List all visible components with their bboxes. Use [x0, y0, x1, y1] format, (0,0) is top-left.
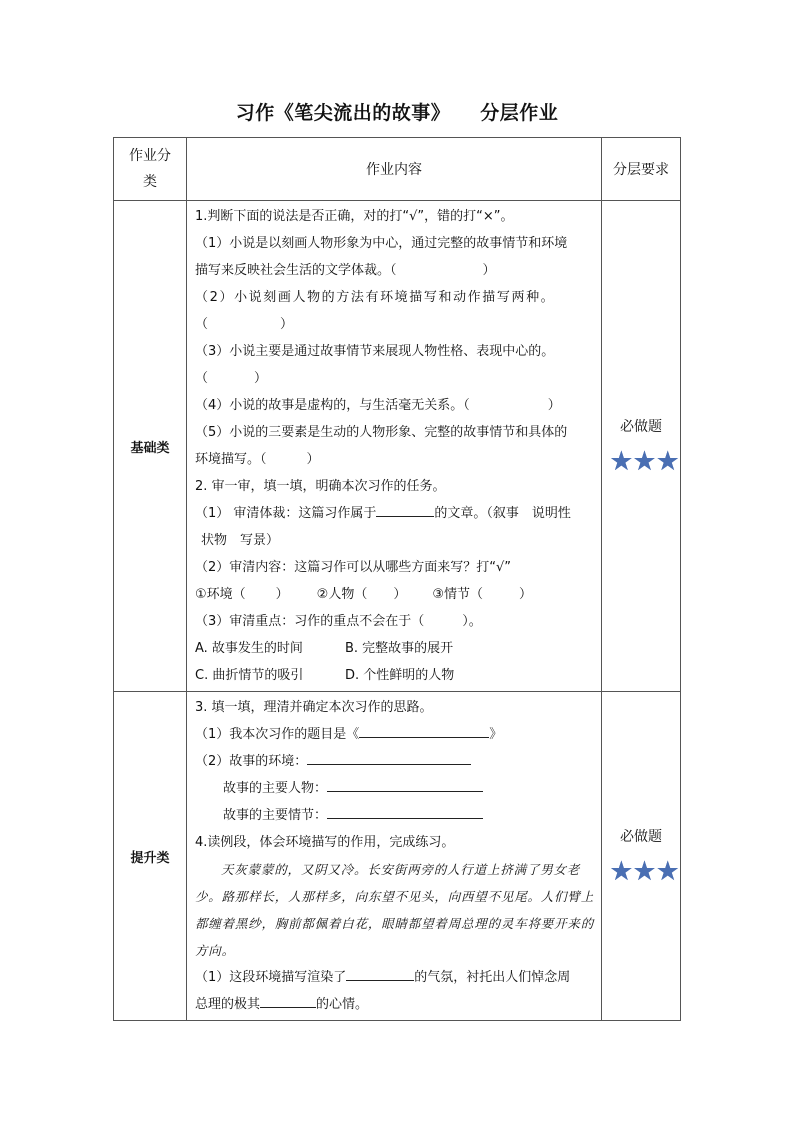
plot-blank[interactable] [327, 803, 483, 819]
q1-3-answer: （ ） [195, 371, 268, 386]
setting-blank[interactable] [307, 749, 471, 765]
requirement-basic [602, 201, 681, 692]
requirement-advanced [602, 692, 681, 1021]
q1-5-line1: （5）小说的三要素是生动的人物形象、完整的故事情节和具体的 [195, 425, 568, 440]
q1-1-line2: 描写来反映社会生活的文学体裁。（ ） [195, 263, 496, 278]
q3-title: 3. 填一填，理清并确定本次习作的思路。 [195, 700, 433, 715]
q2-1-line1: （1） 审清体裁：这篇习作属于 的文章。（叙事 说明性 [195, 500, 595, 527]
q1-3-line1: （3）小说主要是通过故事情节来展现人物性格、表现中心的。 [195, 344, 555, 359]
q2-3-options-ab: A. 故事发生的时间 B. 完整故事的展开 [195, 641, 454, 656]
q3-1: （1）我本次习作的题目是《 》 [195, 721, 595, 748]
q4-1-line2: 总理的极其 的心情。 [195, 991, 595, 1018]
header-category: 作业分 类 [114, 138, 187, 201]
required-label: 必做题 [620, 418, 662, 435]
q1-title: 1.判断下面的说法是否正确，对的打“√”，错的打“×”。 [195, 209, 514, 224]
three-star-rating: ★★★ [609, 855, 679, 887]
q3-2: （2）故事的环境： [195, 748, 595, 775]
header-row [114, 138, 681, 201]
header-requirement: 分层要求 [602, 138, 681, 201]
page-title [0, 98, 794, 125]
content-advanced [187, 692, 602, 1021]
category-advanced: 提升类 [114, 692, 187, 1021]
category-basic: 基础类 [114, 201, 187, 692]
q2-title: 2. 审一审，填一填，明确本次习作的任务。 [195, 479, 446, 494]
header-content: 作业内容 [187, 138, 602, 201]
genre-blank[interactable] [376, 501, 434, 517]
q1-1-line1: （1）小说是以刻画人物形象为中心，通过完整的故事情节和环境 [195, 236, 568, 251]
content-basic [187, 201, 602, 692]
feeling-blank[interactable] [260, 992, 316, 1008]
title-blank[interactable] [359, 722, 489, 738]
characters-blank[interactable] [327, 776, 483, 792]
q4-title: 4.读例段，体会环境描写的作用，完成练习。 [195, 835, 455, 850]
q1-5-line2: 环境描写。（ ） [195, 452, 320, 467]
basic-row [114, 201, 681, 692]
title-suffix: 分层作业 [480, 102, 559, 124]
required-label: 必做题 [620, 828, 662, 845]
q2-2: （2）审清内容：这篇习作可以从哪些方面来写？打“√” [195, 560, 512, 575]
q1-4: （4）小说的故事是虚构的，与生活毫无关系。（ ） [195, 398, 561, 413]
homework-table [113, 137, 681, 1021]
example-passage: 天灰蒙蒙的，又阴又冷。长安街两旁的人行道上挤满了男女老少。路那样长，人那样多，向东望不见头，向西望不见尾。人们臂上都缠着黑纱，胸前都佩着白花，眼睛都望着周总理的灵车将要开来的方向。 [195, 862, 595, 958]
title-main: 习作《笔尖流出的故事》 [235, 102, 451, 124]
q1-2-line1: （2）小说刻画人物的方法有环境描写和动作描写两种。 [195, 290, 556, 305]
advanced-row [114, 692, 681, 1021]
atmosphere-blank[interactable] [346, 965, 414, 981]
q2-2-options: ①环境（ ） ②人物（ ） ③情节（ ） [195, 587, 533, 602]
q1-2-answer: （ ） [195, 317, 294, 332]
q2-3: （3）审清重点：习作的重点不会在于（ ）。 [195, 614, 482, 629]
q2-1-line2: 状物 写景） [201, 533, 280, 548]
q3-3: 故事的主要人物： [195, 775, 595, 802]
q4-1-line1: （1）这段环境描写渲染了 的气氛，衬托出人们悼念周 [195, 964, 595, 991]
q2-3-options-cd: C. 曲折情节的吸引 D. 个性鲜明的人物 [195, 668, 455, 683]
three-star-rating: ★★★ [609, 445, 679, 477]
q3-4: 故事的主要情节： [195, 802, 595, 829]
